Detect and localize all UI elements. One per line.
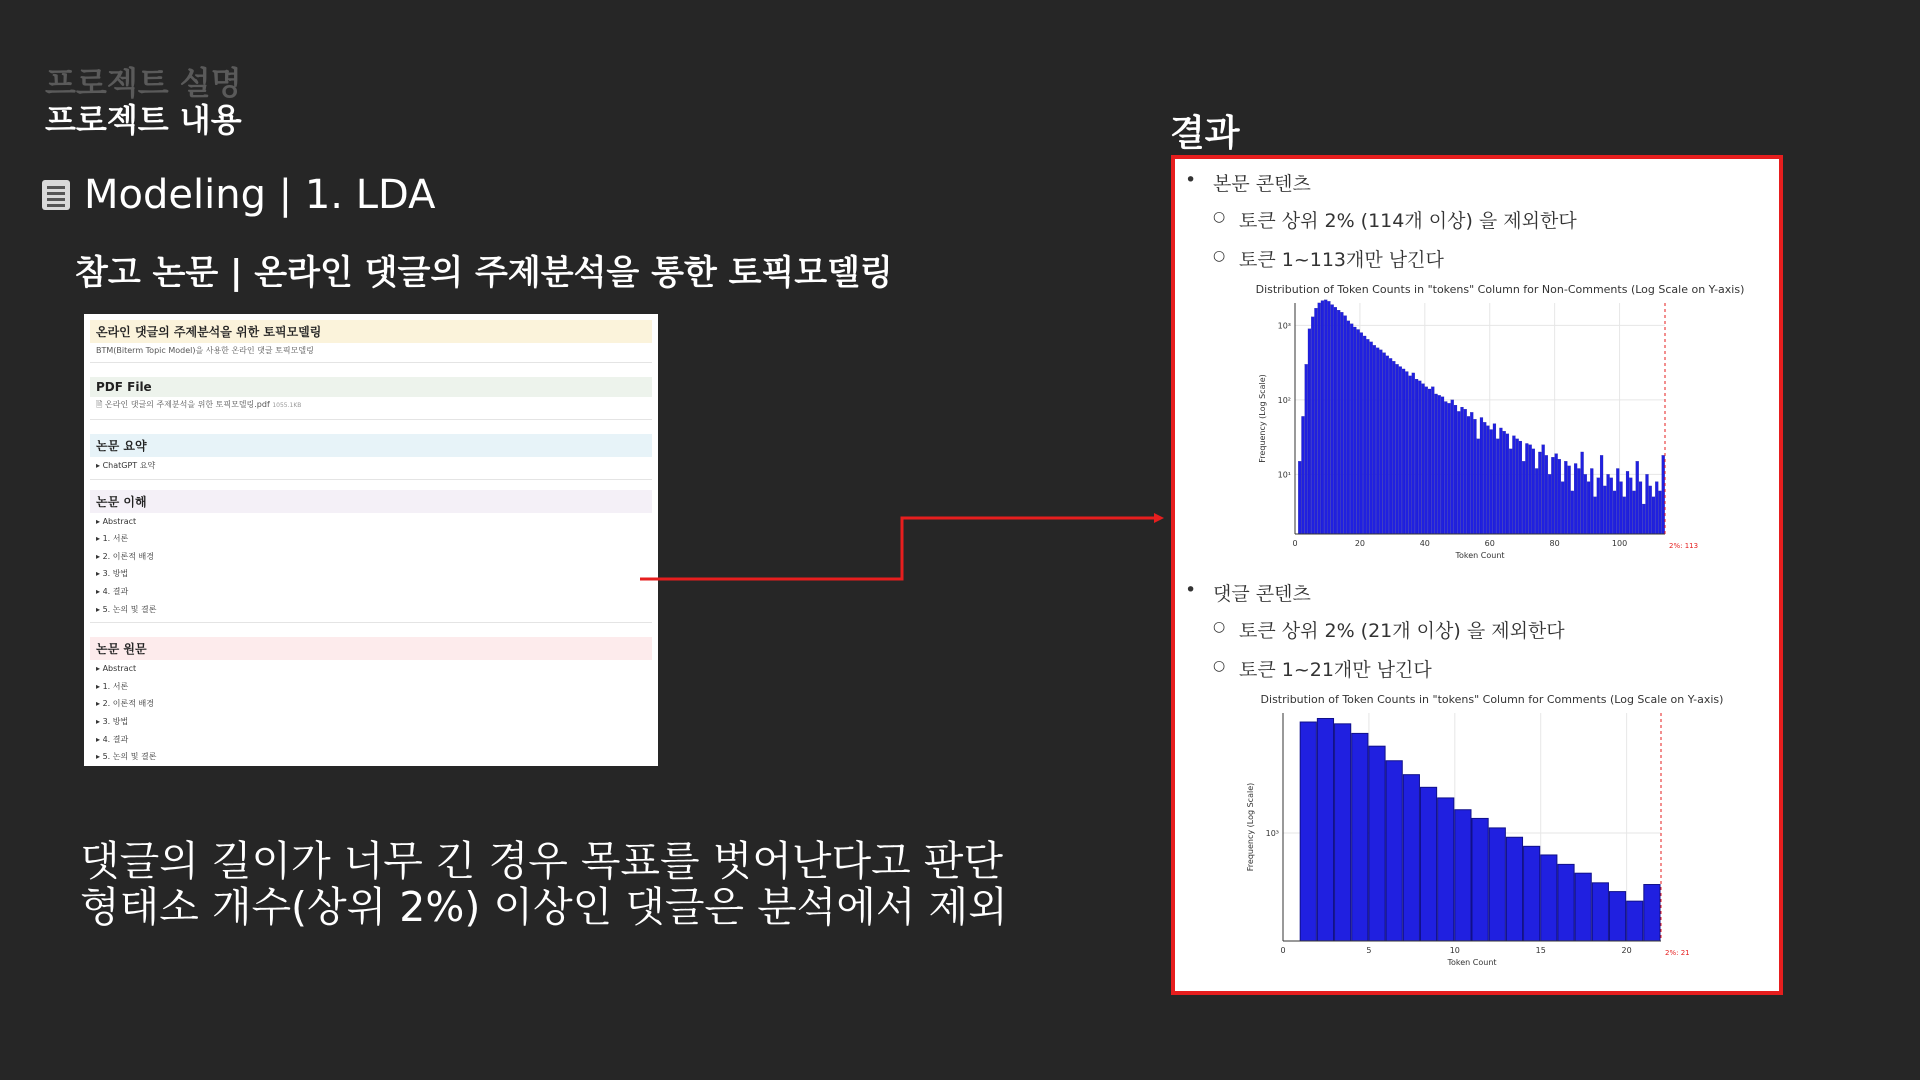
histogram-bar (1587, 482, 1590, 534)
histogram-bar (1402, 369, 1405, 534)
body-bullet-1: ○ 토큰 상위 2% (114개 이상) 을 제외한다 (1213, 206, 1577, 233)
histogram-bar (1568, 466, 1571, 534)
histogram-bar (1644, 885, 1660, 941)
histogram-bar (1486, 426, 1489, 534)
x-tick-label: 15 (1535, 946, 1546, 955)
toggle-item[interactable]: ▸ 5. 논의 및 결론 (90, 748, 652, 766)
x-tick-label: 0 (1280, 946, 1286, 955)
histogram-bar (1524, 846, 1540, 941)
histogram-bar (1639, 482, 1642, 534)
histogram-bar (1490, 430, 1493, 534)
threshold-label: 2%: 113 (1669, 542, 1699, 550)
histogram-bar (1652, 497, 1655, 534)
histogram-bar (1493, 424, 1496, 534)
histogram-bar (1655, 482, 1658, 534)
histogram-bar (1535, 468, 1538, 534)
histogram-bar (1428, 389, 1431, 534)
histogram-bar (1636, 461, 1639, 534)
toggle-item[interactable]: ▸ 4. 결과 (90, 583, 652, 601)
histogram-bar (1448, 403, 1451, 534)
histogram-bar (1335, 724, 1351, 941)
histogram-bar (1369, 746, 1385, 941)
histogram-bar (1409, 376, 1412, 534)
histogram-bar (1457, 411, 1460, 534)
notion-title: 온라인 댓글의 주제분석을 위한 토픽모델링 (90, 320, 652, 343)
x-tick-label: 0 (1292, 539, 1298, 548)
histogram-bar (1324, 300, 1327, 534)
histogram-bar (1627, 901, 1643, 941)
histogram-bar (1327, 301, 1330, 534)
histogram-bar (1489, 828, 1505, 941)
histogram-bar (1344, 316, 1347, 534)
histogram-bar (1472, 818, 1488, 941)
histogram-bar (1649, 486, 1652, 534)
chart-title: Distribution of Token Counts in "tokens" Column for Non-Comments (Log Scale on Y-axis) (1255, 283, 1745, 296)
histogram-bar (1396, 364, 1399, 534)
histogram-bar (1305, 364, 1308, 534)
histogram-bar (1525, 443, 1528, 534)
histogram-bar (1577, 468, 1580, 534)
histogram-bar (1334, 307, 1337, 534)
histogram-bar (1403, 775, 1419, 941)
histogram-bar (1352, 733, 1368, 941)
description-line-1: 댓글의 길이가 너무 긴 경우 목표를 벗어난다고 판단 (80, 837, 1003, 885)
histogram-bar (1379, 350, 1382, 534)
breadcrumb-current: 프로젝트 내용 (45, 101, 242, 139)
x-tick-label: 40 (1419, 539, 1430, 548)
notion-pdf-heading: PDF File (90, 377, 652, 397)
histogram-bar (1558, 459, 1561, 534)
histogram-bar (1623, 497, 1626, 534)
histogram-bar (1331, 305, 1334, 534)
histogram-bar (1461, 407, 1464, 534)
histogram-bar (1477, 439, 1480, 534)
histogram-bar (1548, 474, 1551, 534)
histogram-bar (1435, 394, 1438, 534)
histogram-bar (1571, 491, 1574, 534)
y-tick-label: 10¹ (1277, 470, 1291, 480)
histogram-bar (1418, 381, 1421, 534)
y-axis-label: Frequency (Log Scale) (1258, 374, 1267, 463)
histogram-bar (1363, 336, 1366, 534)
chart-title: Distribution of Token Counts in "tokens" Column for Comments (Log Scale on Y-axis) (1260, 693, 1724, 706)
histogram-bar (1454, 405, 1457, 534)
notion-original-heading: 논문 원문 (90, 637, 652, 660)
notion-summary-heading: 논문 요약 (90, 434, 652, 457)
x-tick-label: 5 (1366, 946, 1372, 955)
histogram-bar (1386, 356, 1389, 534)
histogram-bar (1662, 455, 1665, 534)
histogram-bar (1646, 474, 1649, 534)
toggle-item[interactable]: ▸ ChatGPT 요약 (90, 457, 652, 475)
histogram-bar (1564, 461, 1567, 534)
histogram-bar (1337, 310, 1340, 534)
histogram-bar (1496, 439, 1499, 534)
histogram-bar (1438, 798, 1454, 941)
body-content-heading: • 본문 콘텐츠 (1185, 169, 1311, 196)
histogram-bar (1506, 434, 1509, 534)
histogram-bar (1545, 455, 1548, 534)
y-tick-label: 10³ (1265, 829, 1279, 838)
histogram-bar (1389, 358, 1392, 534)
histogram-bar (1360, 333, 1363, 534)
histogram-bar (1376, 348, 1379, 534)
histogram-bar (1470, 412, 1473, 534)
toggle-item[interactable]: ▸ 2. 이론적 배경 (90, 695, 652, 713)
section-title: Modeling | 1. LDA (84, 172, 436, 218)
x-tick-label: 80 (1549, 539, 1560, 548)
histogram-bar (1642, 504, 1645, 534)
histogram-bar (1405, 372, 1408, 534)
histogram-bar (1575, 873, 1591, 941)
histogram-bar (1480, 417, 1483, 534)
toggle-item[interactable]: ▸ 3. 방법 (90, 713, 652, 731)
histogram-bar (1555, 454, 1558, 534)
body-token-chart (1235, 279, 1765, 569)
toggle-item[interactable]: ▸ Abstract (90, 660, 652, 678)
y-tick-label: 10³ (1277, 321, 1291, 331)
histogram-bar (1311, 317, 1314, 534)
histogram-bar (1609, 892, 1625, 941)
histogram-bar (1509, 449, 1512, 534)
threshold-label: 2%: 21 (1665, 949, 1690, 957)
histogram-bar (1415, 379, 1418, 534)
histogram-bar (1455, 810, 1471, 941)
histogram-bar (1626, 471, 1629, 534)
histogram-bar (1597, 478, 1600, 534)
histogram-bar (1499, 428, 1502, 534)
histogram-bar (1610, 478, 1613, 534)
comment-bullet-1: ○ 토큰 상위 2% (21개 이상) 을 제외한다 (1213, 616, 1565, 643)
histogram-bar (1298, 461, 1301, 534)
histogram-bar (1506, 837, 1522, 941)
histogram-bar (1474, 419, 1477, 534)
result-title: 결과 (1170, 113, 1240, 154)
histogram-bar (1616, 468, 1619, 534)
histogram-bar (1574, 463, 1577, 534)
histogram-bar (1600, 455, 1603, 534)
histogram-bar (1464, 409, 1467, 534)
histogram-bar (1347, 321, 1350, 534)
notion-pdf-file[interactable]: 🗎 온라인 댓글의 주제분석을 위한 토픽모델링.pdf 1055.1KB (96, 400, 302, 409)
histogram-bar (1607, 474, 1610, 534)
histogram-bar (1314, 308, 1317, 534)
toggle-item[interactable]: ▸ 3. 방법 (90, 565, 652, 583)
file-icon: 🗎 (96, 400, 103, 409)
x-axis-label: Token Count (1447, 958, 1497, 967)
x-tick-label: 10 (1449, 946, 1460, 955)
description (80, 838, 1008, 930)
x-tick-label: 100 (1611, 539, 1628, 548)
histogram-bar (1620, 482, 1623, 534)
x-tick-label: 20 (1621, 946, 1632, 955)
histogram-bar (1467, 416, 1470, 534)
histogram-bar (1340, 312, 1343, 534)
toggle-item[interactable]: ▸ 1. 서론 (90, 530, 652, 548)
histogram-bar (1353, 327, 1356, 534)
histogram-bar (1529, 445, 1532, 534)
x-axis-label: Token Count (1455, 551, 1505, 560)
histogram-bar (1444, 402, 1447, 534)
histogram-bar (1308, 329, 1311, 534)
comment-bullet-2: ○ 토큰 1~21개만 남긴다 (1213, 655, 1432, 682)
histogram-bar (1561, 482, 1564, 534)
histogram-bar (1420, 787, 1436, 941)
histogram-bar (1412, 373, 1415, 534)
histogram-bar (1584, 474, 1587, 534)
reference-title: 참고 논문 | 온라인 댓글의 주제분석을 통한 토픽모델링 (75, 253, 893, 293)
body-bullet-2: ○ 토큰 1~113개만 남긴다 (1213, 245, 1444, 272)
histogram-bar (1422, 384, 1425, 534)
histogram-bar (1425, 387, 1428, 534)
histogram-bar (1503, 431, 1506, 534)
breadcrumb-previous: 프로젝트 설명 (45, 64, 242, 102)
histogram-bar (1383, 353, 1386, 534)
histogram-bar (1603, 486, 1606, 534)
comment-token-chart (1235, 689, 1765, 989)
x-tick-label: 20 (1354, 539, 1366, 548)
histogram-bar (1366, 339, 1369, 534)
x-tick-label: 60 (1484, 539, 1495, 548)
histogram-bar (1633, 491, 1636, 534)
histogram-bar (1373, 345, 1376, 534)
result-panel (1171, 155, 1783, 995)
histogram-bar (1551, 457, 1554, 534)
histogram-bar (1386, 761, 1402, 941)
histogram-bar (1541, 855, 1557, 941)
description-line-2: 형태소 개수(상위 2%) 이상인 댓글은 분석에서 제외 (80, 883, 1008, 931)
histogram-bar (1392, 361, 1395, 534)
histogram-bar (1558, 864, 1574, 941)
toggle-item[interactable]: ▸ 2. 이론적 배경 (90, 548, 652, 566)
histogram-bar (1451, 400, 1454, 534)
notion-understanding-heading: 논문 이해 (90, 490, 652, 513)
histogram-bar (1592, 883, 1608, 941)
histogram-bar (1438, 395, 1441, 534)
histogram-bar (1542, 445, 1545, 534)
histogram-bar (1300, 722, 1316, 941)
y-tick-label: 10² (1277, 395, 1291, 405)
histogram-bar (1350, 324, 1353, 534)
histogram-bar (1321, 301, 1324, 534)
histogram-bar (1522, 461, 1525, 534)
histogram-bar (1532, 449, 1535, 534)
histogram-bar (1590, 468, 1593, 534)
histogram-bar (1516, 439, 1519, 534)
histogram-bar (1318, 303, 1321, 534)
y-axis-label: Frequency (Log Scale) (1246, 782, 1255, 872)
toggle-item[interactable]: ▸ 5. 논의 및 결론 (90, 601, 652, 619)
histogram-bar (1659, 491, 1662, 534)
histogram-bar (1399, 367, 1402, 534)
histogram-bar (1581, 452, 1584, 534)
histogram-bar (1317, 718, 1333, 941)
histogram-bar (1613, 491, 1616, 534)
histogram-bar (1370, 342, 1373, 534)
histogram-bar (1629, 478, 1632, 534)
histogram-bar (1357, 329, 1360, 534)
toggle-item[interactable]: ▸ 1. 서론 (90, 678, 652, 696)
histogram-bar (1301, 416, 1304, 534)
comment-content-heading: • 댓글 콘텐츠 (1185, 579, 1311, 606)
histogram-bar (1512, 436, 1515, 534)
toggle-item[interactable]: ▸ Abstract (90, 513, 652, 531)
histogram-bar (1483, 422, 1486, 534)
histogram-bar (1441, 397, 1444, 534)
histogram-bar (1431, 387, 1434, 534)
notion-subtitle: BTM(Biterm Topic Model)을 사용한 온라인 댓글 토픽모델링 (96, 346, 314, 355)
histogram-bar (1519, 441, 1522, 534)
toggle-item[interactable]: ▸ 4. 결과 (90, 731, 652, 749)
histogram-bar (1594, 497, 1597, 534)
histogram-bar (1538, 452, 1541, 534)
